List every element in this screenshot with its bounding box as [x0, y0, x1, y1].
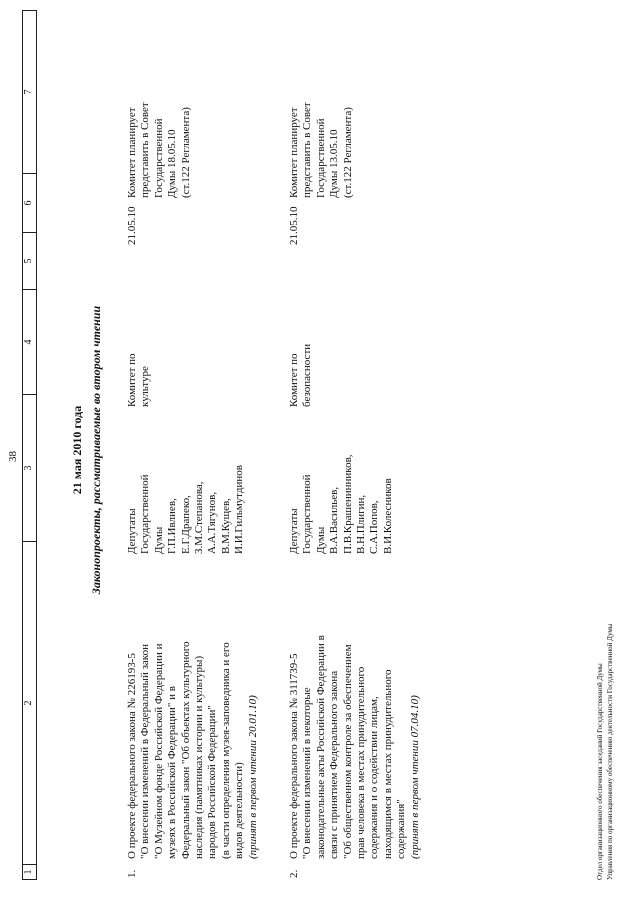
header-col-2: 2 — [23, 542, 37, 865]
responsible-committee — [126, 307, 153, 407]
bill-line: находящимся в местах принудительного — [381, 669, 394, 859]
author-line: Государственной — [301, 474, 314, 554]
header-col-6: 6 — [23, 174, 37, 233]
bill-line: О проекте федерального закона № 226193-5 — [126, 653, 138, 859]
header-col-7: 7 — [23, 11, 37, 174]
bill-line: связи с принятием Федерального закона — [328, 670, 341, 859]
bill-description — [126, 601, 260, 859]
bill-line: наследия (памятниках истории и культуры) — [193, 655, 206, 859]
bill-description — [288, 601, 422, 859]
plan-line: представить в Совет — [301, 102, 314, 198]
bill-first-reading-note: (принят в первом чтении 07.04.10) — [408, 695, 421, 859]
author-line: В.И.Колесников — [381, 478, 394, 554]
plan-line: Думы 13.05.10 — [328, 129, 341, 198]
author-line: С.А.Попов, — [368, 500, 381, 554]
author-line: В.М.Кущев, — [219, 498, 232, 554]
responsible-committee — [288, 307, 315, 407]
plan-line: представить в Совет — [139, 102, 152, 198]
bill-line: содержания" — [395, 799, 408, 859]
bill-line: (в части определения музея-заповедника и его — [219, 642, 232, 859]
committee-line: культуре — [139, 366, 152, 407]
review-date: 21.05.10 — [126, 206, 138, 245]
header-col-1: 1 — [23, 865, 37, 880]
footer-directorate: Управления по организационному обеспечению деятельности Государственной Думы — [606, 623, 614, 880]
session-date-title: 21 мая 2010 года — [70, 405, 84, 495]
bill-line: народов Российской Федерации" — [206, 705, 219, 859]
author-line: А.А.Тягунов, — [206, 491, 219, 554]
bill-line: "О внесении изменений в некоторые — [301, 687, 314, 859]
plan-line: (ст.122 Регламента) — [341, 107, 354, 198]
section-title: Законопроекты, рассматриваемые во втором чтении — [89, 305, 103, 595]
committee-line: Комитет по — [288, 353, 300, 407]
author-line: Депутаты — [126, 508, 138, 554]
column-header-table — [22, 10, 37, 880]
row-number: 2. — [288, 869, 300, 878]
bill-line: "Об общественном контроле за обеспечением — [341, 644, 354, 859]
bill-line: Федеральный закон "Об объектах культурного — [179, 641, 192, 859]
plan-line: (ст.122 Регламента) — [179, 107, 192, 198]
plan-line: Думы 18.05.10 — [166, 129, 179, 198]
bill-line: "О Музейном фонде Российской Федерации и — [152, 643, 165, 859]
committee-plan — [126, 104, 193, 198]
footer-department: Отдел организационного обеспечения заседаний Государственной Думы — [596, 663, 604, 880]
header-col-4: 4 — [23, 290, 37, 395]
author-line: Думы — [152, 526, 165, 554]
bill-line: прав человека в местах принудительного — [355, 666, 368, 859]
author-line: В.А.Васильев, — [328, 486, 341, 554]
bill-authors — [126, 442, 247, 554]
committee-line: безопасности — [301, 343, 314, 407]
committee-line: Комитет по — [126, 353, 138, 407]
bill-line: законодательные акты Российской Федерации в — [314, 635, 327, 859]
author-line: Г.П.Ивлиев, — [166, 498, 179, 554]
committee-plan — [288, 104, 355, 198]
page-number: 38 — [7, 451, 19, 462]
author-line: Государственной — [139, 474, 152, 554]
author-line: Депутаты — [288, 508, 300, 554]
bill-line: содержания и о содействии лицам, — [368, 696, 381, 859]
plan-line: Государственной — [152, 118, 165, 198]
bill-line: "О внесении изменений в Федеральный закон — [139, 644, 152, 859]
plan-line: Государственной — [314, 118, 327, 198]
author-line: В.Н.Плигин, — [355, 494, 368, 554]
plan-line: Комитет планирует — [126, 107, 138, 198]
bill-authors — [288, 442, 395, 554]
bill-line: видов деятельности) — [233, 762, 246, 859]
author-line: П.В.Крашенинников, — [341, 454, 354, 554]
bill-line: музеях в Российской Федерации" и в — [166, 686, 179, 859]
author-line: З.М.Степанова, — [193, 481, 206, 554]
header-col-3: 3 — [23, 395, 37, 542]
author-line: И.И.Гильмутдинов — [233, 465, 246, 554]
bill-first-reading-note: (принят в первом чтении 20.01.10) — [246, 695, 259, 859]
review-date: 21.05.10 — [288, 206, 300, 245]
author-line: Е.Г.Драпеко, — [179, 495, 192, 554]
author-line: Думы — [314, 526, 327, 554]
row-number: 1. — [126, 869, 138, 878]
plan-line: Комитет планирует — [288, 107, 300, 198]
header-col-5: 5 — [23, 233, 37, 290]
bill-line: О проекте федерального закона № 311739-5 — [288, 653, 300, 859]
